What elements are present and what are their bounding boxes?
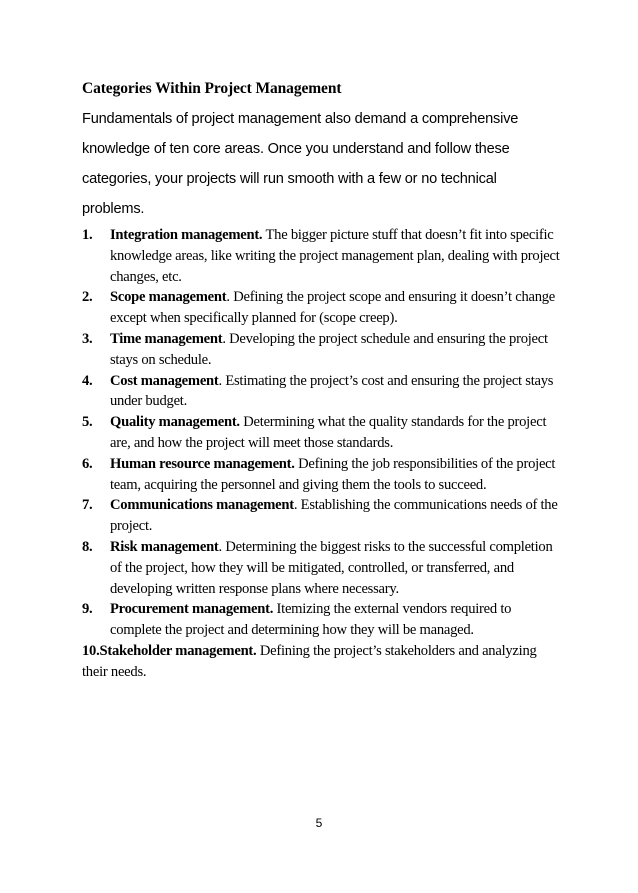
list-item xyxy=(82,329,564,371)
list-item xyxy=(82,371,564,413)
list-item xyxy=(82,641,564,683)
item-description: . Determining the biggest risks to the successful completion of the project, how they will be mitigated, controlled, or transferred, and developing written response plans where necessary. xyxy=(110,538,553,597)
item-title: Time management xyxy=(110,330,223,347)
intro-paragraph: Fundamentals of project management also demand a comprehensive knowledge of ten core areas. Once you understand and follow these categories, your projects will run smooth with a few or no technical problems. xyxy=(82,111,519,217)
item-title: Cost management xyxy=(110,372,219,389)
item-title: Procurement management. xyxy=(110,601,274,618)
item-description: . Estimating the project’s cost and ensuring the project stays under budget. xyxy=(110,372,554,410)
item-description: Defining the project’s stakeholders and analyzing their needs. xyxy=(82,642,537,680)
item-description: The bigger picture stuff that doesn’t fit into specific knowledge areas, like writing the project management plan, dealing with project changes, etc. xyxy=(110,227,560,285)
list-item xyxy=(82,412,564,454)
item-number: 4. xyxy=(82,372,93,389)
item-number: 2. xyxy=(82,289,93,306)
list-item xyxy=(82,495,564,537)
list-item xyxy=(82,287,564,329)
item-number: 8. xyxy=(82,538,93,555)
item-number: 3. xyxy=(82,330,93,347)
item-number: 1. xyxy=(82,227,93,243)
list-item xyxy=(82,599,564,641)
page-number: 5 xyxy=(315,816,323,830)
item-number: 7. xyxy=(82,497,93,514)
item-number: 10. xyxy=(82,642,100,659)
item-title: Quality management. xyxy=(110,414,240,431)
knowledge-areas-list xyxy=(82,225,564,683)
item-title: Integration management. xyxy=(110,227,263,243)
item-number: 6. xyxy=(82,455,93,472)
item-title: Human resource management. xyxy=(110,455,295,472)
list-item xyxy=(82,537,564,599)
item-title: Scope management xyxy=(110,289,227,306)
item-description: . Defining the project scope and ensuring it doesn’t change except when specifically planned for (scope creep). xyxy=(110,289,556,327)
item-description: Defining the job responsibilities of the project team, acquiring the personnel and giving them the tools to succeed. xyxy=(110,455,556,493)
item-title: Stakeholder management. xyxy=(99,642,257,659)
list-item xyxy=(82,454,564,496)
item-title: Risk management xyxy=(110,538,219,555)
item-description: Itemizing the external vendors required to complete the project and determining how they will be managed. xyxy=(110,601,512,639)
item-number: 5. xyxy=(82,414,93,431)
section-heading: Categories Within Project Management xyxy=(82,80,342,97)
item-description: . Establishing the communications needs of the project. xyxy=(110,497,558,535)
item-title: Communications management xyxy=(110,497,294,514)
item-description: . Developing the project schedule and ensuring the project stays on schedule. xyxy=(110,330,548,368)
item-description: Determining what the quality standards for the project are, and how the project will meet those standards. xyxy=(110,414,547,451)
item-number: 9. xyxy=(82,601,93,618)
list-item xyxy=(82,225,564,287)
